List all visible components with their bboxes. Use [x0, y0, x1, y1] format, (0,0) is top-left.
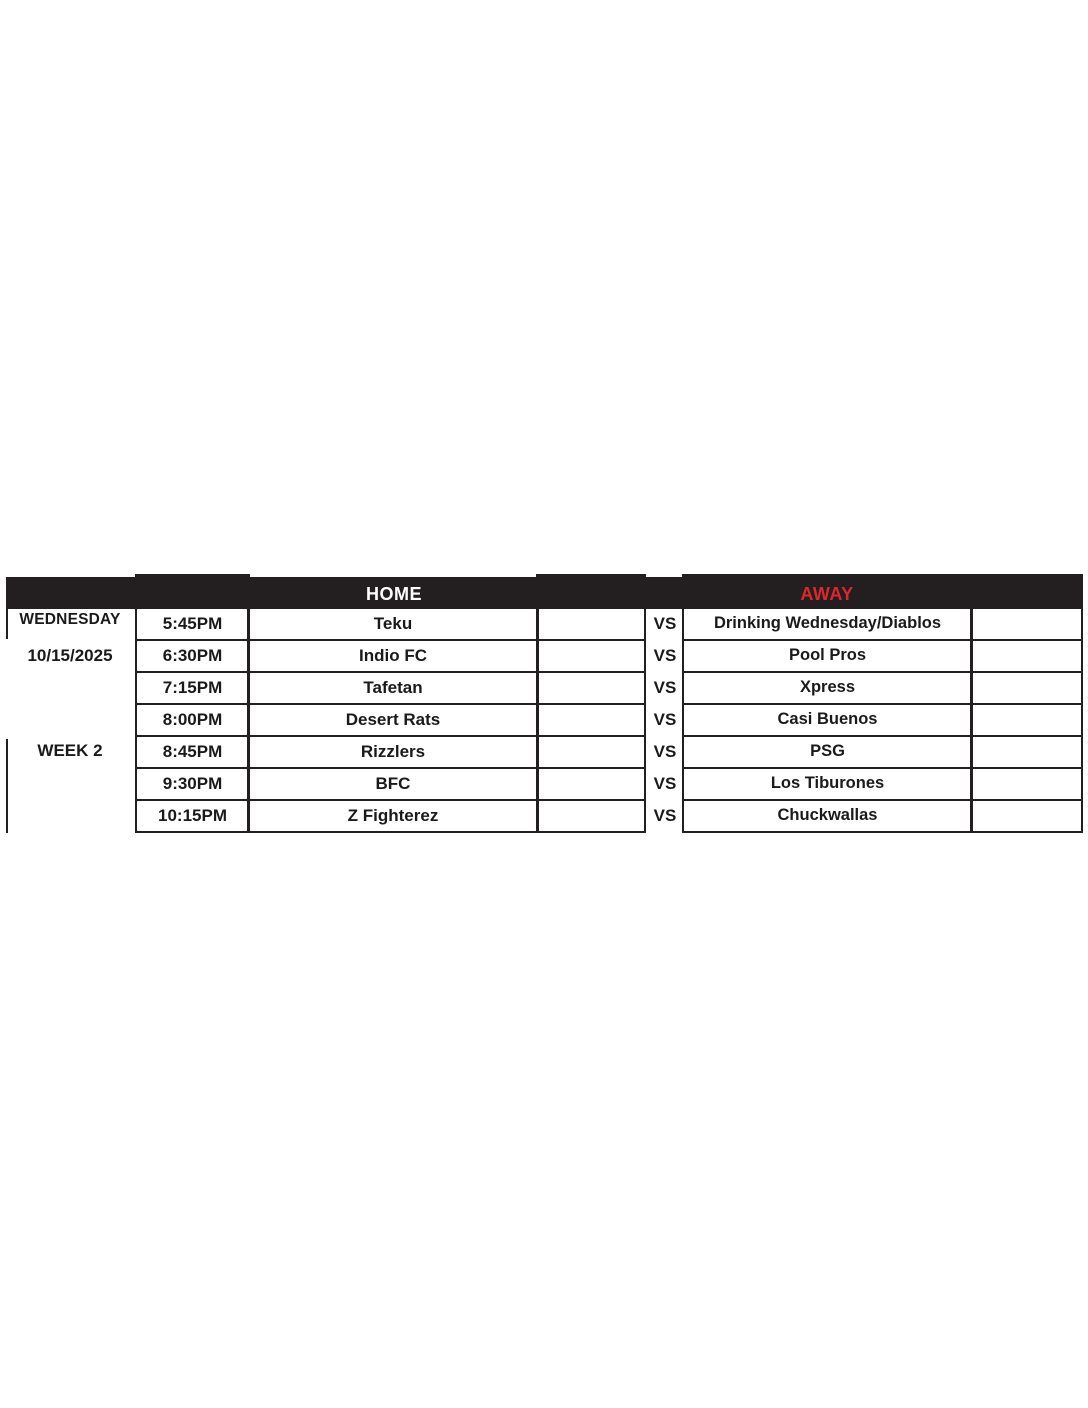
home-score [536, 705, 646, 737]
game-row [6, 609, 1083, 641]
away-score [970, 769, 1083, 801]
home-team: Z Fighterez [247, 801, 539, 833]
header-tab [536, 574, 646, 578]
away-score [970, 801, 1083, 833]
game-time: 8:45PM [135, 737, 250, 769]
game-time: 9:30PM [135, 769, 250, 801]
away-team: Drinking Wednesday/Diablos [682, 609, 973, 641]
schedule-table [6, 575, 1083, 833]
away-score [970, 609, 1083, 641]
away-team: PSG [682, 737, 973, 769]
game-row [6, 673, 1083, 705]
home-team: Tafetan [247, 673, 539, 705]
home-team: Desert Rats [247, 705, 539, 737]
game-time: 5:45PM [135, 609, 250, 641]
vs-label: VS [653, 806, 677, 825]
game-time: 8:00PM [135, 705, 250, 737]
home-score [536, 737, 646, 769]
home-team: Teku [247, 609, 539, 641]
vs-label: VS [653, 710, 677, 729]
vs-label: VS [653, 614, 677, 633]
home-score [536, 641, 646, 673]
away-team: Pool Pros [682, 641, 973, 673]
game-row [6, 737, 1083, 769]
away-team: Xpress [682, 673, 973, 705]
vs-label: VS [653, 678, 677, 697]
home-header: HOME [366, 584, 422, 604]
vs-label: VS [653, 742, 677, 761]
home-score [536, 801, 646, 833]
game-row [6, 705, 1083, 737]
header-tab [682, 574, 973, 578]
game-row [6, 801, 1083, 833]
away-team: Chuckwallas [682, 801, 973, 833]
away-header: AWAY [800, 584, 854, 604]
game-time: 10:15PM [135, 801, 250, 833]
home-score [536, 609, 646, 641]
home-team: Rizzlers [247, 737, 539, 769]
game-day: WEDNESDAY [19, 611, 121, 628]
header-tab [135, 574, 250, 578]
week-label: WEEK 2 [37, 741, 103, 760]
away-score [970, 737, 1083, 769]
game-time: 7:15PM [135, 673, 250, 705]
game-row [6, 769, 1083, 801]
home-score [536, 673, 646, 705]
away-score [970, 705, 1083, 737]
away-team: Los Tiburones [682, 769, 973, 801]
home-team: Indio FC [247, 641, 539, 673]
away-score [970, 673, 1083, 705]
away-score [970, 641, 1083, 673]
game-time: 6:30PM [135, 641, 250, 673]
home-team: BFC [247, 769, 539, 801]
home-score [536, 769, 646, 801]
game-row [6, 641, 1083, 673]
header-tab [970, 574, 1083, 578]
vs-label: VS [653, 646, 677, 665]
away-team: Casi Buenos [682, 705, 973, 737]
header-bar [6, 577, 1083, 609]
vs-label: VS [653, 774, 677, 793]
game-date: 10/15/2025 [27, 646, 113, 665]
